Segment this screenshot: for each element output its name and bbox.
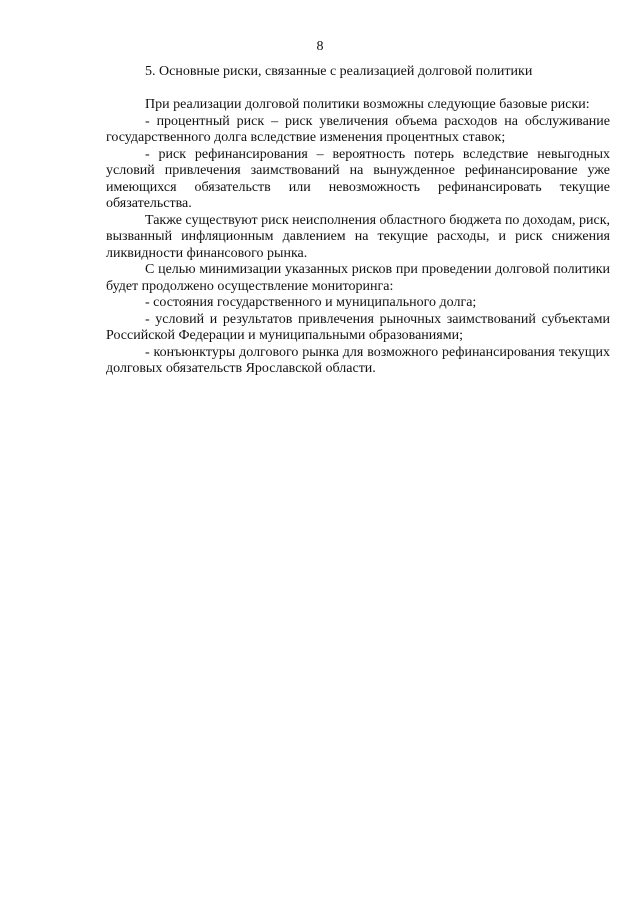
paragraph-intro: При реализации долговой политики возможны следующие базовые риски: xyxy=(145,97,590,112)
paragraph-borrowing-conditions: - условий и результатов привлечения рыночных заимствований субъектами Российской Федерации и муниципальными образованиями; xyxy=(106,311,610,343)
body-text xyxy=(106,97,610,378)
section-heading: 5. Основные риски, связанные с реализацией долговой политики xyxy=(145,64,533,79)
paragraph-debt-state: - состояния государственного и муниципального долга; xyxy=(145,295,477,310)
paragraph-market-conjuncture: - конъюнктуры долгового рынка для возможного рефинансирования текущих долговых обязательств Ярославской области. xyxy=(106,344,610,376)
paragraph-other-risks: Также существуют риск неисполнения областного бюджета по доходам, риск, вызванный инфляционным давлением на текущие расходы, и риск снижения ликвидности финансового рынка. xyxy=(106,212,610,261)
paragraph-interest-risk: - процентный риск – риск увеличения объема расходов на обслуживание государственного долга вследствие изменения процентных ставок; xyxy=(106,113,610,145)
page-number: 8 xyxy=(316,39,324,54)
paragraph-monitoring-intro: С целью минимизации указанных рисков при проведении долговой политики будет продолжено осуществление мониторинга: xyxy=(106,262,610,294)
paragraph-refinancing-risk: - риск рефинансирования – вероятность потерь вследствие невыгодных условий привлечения заимствований на вынужденное рефинансирование уже имеющихся обязательств или невозможность рефинансировать текущие обязательства. xyxy=(106,146,610,211)
